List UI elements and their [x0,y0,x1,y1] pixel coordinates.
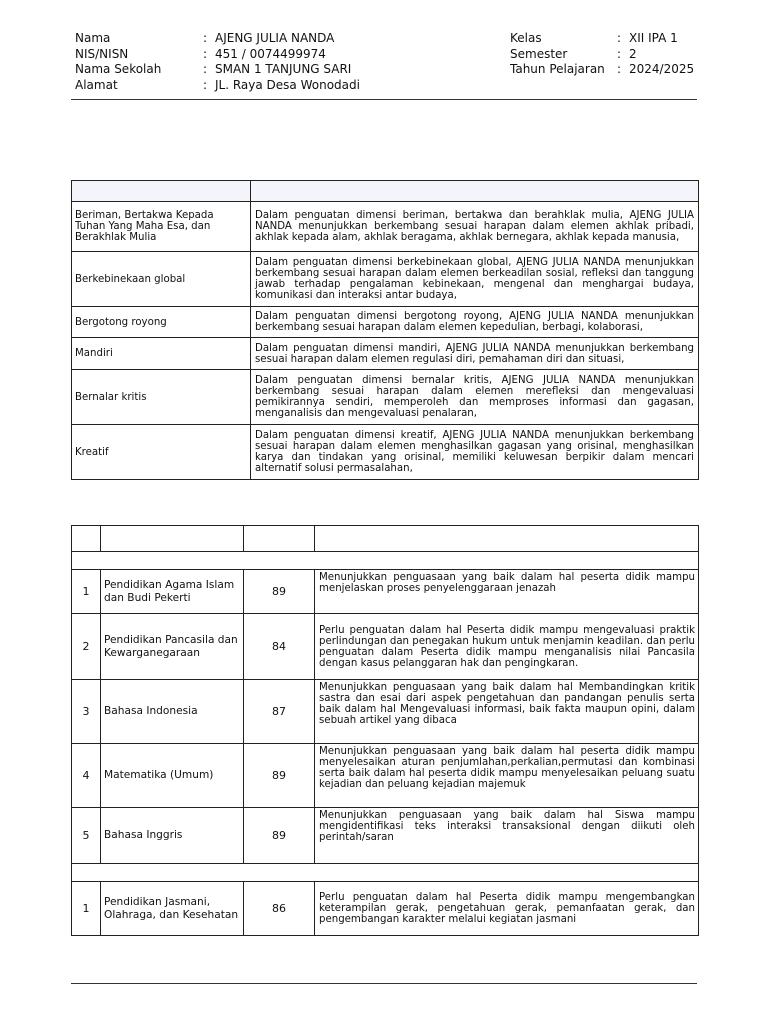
info-row-tahun [510,62,694,78]
info-row-alamat [75,78,360,94]
info-row-nisn [75,47,360,63]
dimension-description: Dalam penguatan dimensi bergotong royong, AJENG JULIA NANDA menunjukkan berkembang sesuai harapan dalam elemen kepedulian, berbagi, kolaborasi, [251,307,699,338]
row-number: 4 [72,744,101,808]
subject-score: 89 [244,808,315,864]
row-number: 1 [72,570,101,614]
subject-name: Matematika (Umum) [101,744,244,808]
dimension-name: Bergotong royong [72,307,251,338]
table-row [72,370,699,425]
footer-divider [71,983,697,984]
info-value: 2 [629,46,637,61]
header-cell [72,181,251,202]
table-row [72,808,699,864]
info-value: AJENG JULIA NANDA [215,31,335,45]
subject-description: Perlu penguatan dalam hal Peserta didik mampu mengevaluasi praktik perlindungan dan penegakan hukum untuk menjamin keadilan. dan perlu penguatan dalam Peserta didik mampu menganalisis nilai Pancasila dengan kasus pelanggaran hak dan pengingkaran. [315,614,699,680]
header-cell [315,526,699,552]
subject-score: 84 [244,614,315,680]
table-row [72,307,699,338]
dimension-name: Kreatif [72,425,251,480]
dimension-name: Bernalar kritis [72,370,251,425]
dimension-description: Dalam penguatan dimensi beriman, bertakwa dan berahklak mulia, AJENG JULIA NANDA menunjukkan berkembang sesuai harapan dalam elemen akhlak pribadi, akhlak kepada alam, akhlak beragama, akhlak bernegara, akhlak kepada manusia, [251,202,699,252]
subject-name: Pendidikan Pancasila dan Kewarganegaraan [101,614,244,680]
dimension-description: Dalam penguatan dimensi mandiri, AJENG JULIA NANDA menunjukkan berkembang sesuai harapan dalam elemen regulasi diri, pemahaman diri dan situasi, [251,338,699,370]
info-sep: : [203,46,208,61]
subject-description: Menunjukkan penguasaan yang baik dalam hal peserta didik mampu menjelaskan proses penyelenggaraan jenazah [315,570,699,614]
info-label: NIS/NISN [75,46,129,61]
info-sep: : [203,31,208,45]
subject-description: Menunjukkan penguasaan yang baik dalam hal Membandingkan kritik sastra dan esai dari aspek pengetahuan dan pandangan penulis serta baik dalam hal Mengevaluasi informasi, baik fakta maupun opini, dalam sebuah artikel yang dibaca [315,680,699,744]
table-row [72,202,699,252]
info-label: Semester [510,46,568,61]
info-sep: : [617,46,622,61]
info-row-nama [75,31,360,47]
info-sep: : [617,31,622,45]
table-row [72,882,699,936]
info-value: XII IPA 1 [629,31,678,45]
dimension-description: Dalam penguatan dimensi bernalar kritis, AJENG JULIA NANDA menunjukkan berkembang sesuai harapan dalam elemen merefleksi dan mengevaluasi pemikirannya sendiri, memperoleh dan memproses informasi dan gagasan, menganalisis dan mengevaluasi penalaran, [251,370,699,425]
info-sep: : [617,62,622,77]
subject-description: Menunjukkan penguasaan yang baik dalam hal peserta didik mampu menyelesaikan aturan penjumlahan,perkalian,permutasi dan kombinasi serta baik dalam hal peserta didik mampu menyelesaikan peluang suatu kejadian dan peluang kejadian majemuk [315,744,699,808]
subject-name: Pendidikan Agama Islam dan Budi Pekerti [101,570,244,614]
header-cell [72,526,101,552]
info-value: SMAN 1 TANJUNG SARI [215,62,352,77]
row-number: 3 [72,680,101,744]
profile-dimensions-table [71,180,699,480]
grades-table [71,525,699,936]
info-value: 2024/2025 [629,62,695,77]
info-label: Tahun Pelajaran [510,62,605,77]
info-row-sekolah [75,62,360,78]
header-cell [251,181,699,202]
row-number: 5 [72,808,101,864]
subject-score: 87 [244,680,315,744]
subject-name: Pendidikan Jasmani, Olahraga, dan Kesehatan [101,882,244,936]
table-row [72,338,699,370]
info-row-semester [510,47,694,63]
row-number: 1 [72,882,101,936]
header-cell [244,526,315,552]
table-row [72,744,699,808]
subject-score: 89 [244,744,315,808]
row-number: 2 [72,614,101,680]
info-value: 451 / 0074499974 [215,46,326,61]
subject-score: 86 [244,882,315,936]
info-label: Nama [75,31,111,45]
info-row-kelas [510,31,694,47]
student-info-right [510,31,694,78]
info-sep: : [203,78,208,93]
subject-description: Perlu penguatan dalam hal Peserta didik mampu mengembangkan keterampilan gerak, pengetahuan gerak, pemanfaatan gerak, dan pengembangan karakter melalui kegiatan jasmani [315,882,699,936]
group-header-row [72,552,699,570]
info-label: Alamat [75,78,118,93]
info-sep: : [203,62,208,77]
header-cell [101,526,244,552]
info-label: Nama Sekolah [75,62,162,77]
table-row [72,680,699,744]
header-divider [71,99,697,100]
table-row [72,425,699,480]
table-row [72,252,699,307]
info-label: Kelas [510,31,542,45]
dimension-description: Dalam penguatan dimensi berkebinekaan global, AJENG JULIA NANDA menunjukkan berkembang sesuai harapan dalam elemen berkeadilan sosial, refleksi dan tanggung jawab terhadap pengalaman kebinekaan, mengenal dan menghargai budaya, komunikasi dan interaksi antar budaya, [251,252,699,307]
student-info-left [75,31,360,94]
subject-name: Bahasa Indonesia [101,680,244,744]
table-row [72,570,699,614]
info-value: JL. Raya Desa Wonodadi [215,78,360,93]
dimension-description: Dalam penguatan dimensi kreatif, AJENG JULIA NANDA menunjukkan berkembang sesuai harapan dalam elemen menghasilkan gagasan yang orisinal, menghasilkan karya dan tindakan yang orisinal, memiliki keluwesan berpikir dalam mencari alternatif solusi permasalahan, [251,425,699,480]
subject-description: Menunjukkan penguasaan yang baik dalam hal Siswa mampu mengidentifikasi teks interaksi transaksional dengan diikuti oleh perintah/saran [315,808,699,864]
dimension-name: Mandiri [72,338,251,370]
dimension-name: Beriman, Bertakwa Kepada Tuhan Yang Maha Esa, dan Berakhlak Mulia [72,202,251,252]
group-header-cell [72,552,699,570]
table-row [72,614,699,680]
group-header-cell [72,864,699,882]
table-header-row [72,526,699,552]
subject-name: Bahasa Inggris [101,808,244,864]
subject-score: 89 [244,570,315,614]
dimension-name: Berkebinekaan global [72,252,251,307]
table-header-row [72,181,699,202]
group-header-row [72,864,699,882]
